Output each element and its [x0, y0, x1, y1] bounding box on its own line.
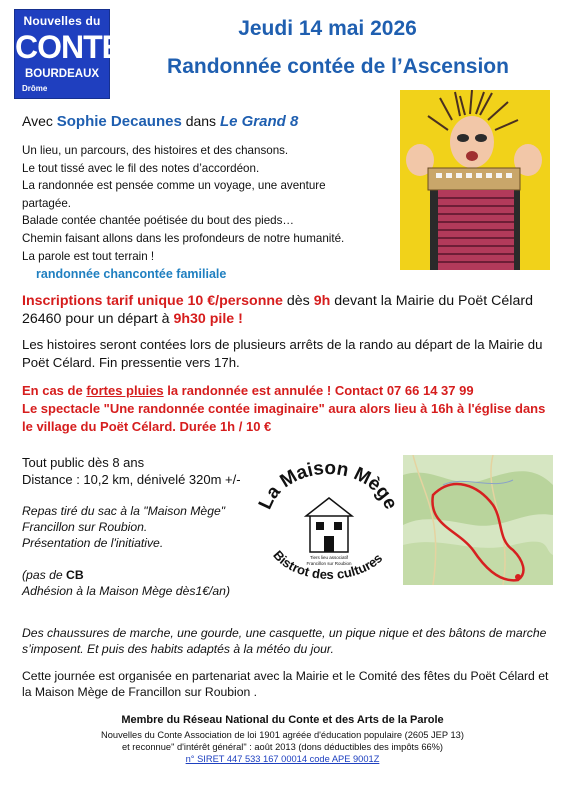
description-line: La randonnée est pensée comme un voyage, une aventure — [22, 179, 326, 193]
logo-line-1: Nouvelles du — [23, 14, 101, 28]
event-date: Jeudi 14 mai 2026 — [238, 17, 417, 40]
meal-info — [22, 503, 225, 551]
rain-text: En cas de — [22, 383, 87, 398]
payment-info — [22, 567, 230, 599]
meal-line: Présentation de l'initiative. — [22, 536, 164, 550]
rain-warning — [22, 382, 552, 436]
registration-info — [22, 292, 542, 328]
maison-small-line-1: Tiers lieu associatif — [309, 555, 349, 560]
partnership-info: Cette journée est organisée en partenariat avec la Mairie et le Comité des fêtes du Poët Célard et la Maison Mège de Francillon sur Roubion . — [22, 669, 549, 699]
rain-text: la randonnée est annulée ! Contact 07 66 14 37 99 — [163, 383, 474, 398]
maison-subtitle: Bistrot des cultures — [270, 547, 386, 582]
membership-info: Adhésion à la Maison Mège dès1€/an) — [22, 584, 230, 598]
gear-info: Des chaussures de marche, une gourde, une casquette, un pique nique et des bâtons de marche s’imposent. Et puis des habits adaptés à la météo du jour. — [22, 626, 547, 656]
description-line: Chemin faisant allons dans les profondeurs de notre humanité. — [22, 231, 345, 245]
description-line: Un lieu, un parcours, des histoires et des chansons. — [22, 144, 289, 157]
maison-title: a Maison Mèg — [261, 462, 395, 504]
logo-line-4: Drôme — [22, 84, 48, 93]
logo-line-3: BOURDEAUX — [24, 68, 100, 80]
description-line: La parole est tout terrain ! — [22, 249, 155, 263]
siret-info: n° SIRET 447 533 167 00014 code APE 9001Z — [185, 754, 380, 764]
association-info: Nouvelles du Conte Association de loi 1901 agréée d'éducation populaire (2605 JEP 13) — [101, 730, 464, 740]
practical-info — [22, 454, 241, 488]
meeting-time: 9h — [313, 293, 331, 309]
author-middle: dans — [181, 113, 220, 129]
route-map — [403, 455, 553, 585]
author-prefix: Avec — [22, 113, 57, 129]
tagline: randonnée chancontée familiale — [36, 267, 227, 281]
event-description — [22, 142, 382, 265]
payment-text: (pas de — [22, 568, 67, 582]
association-recognition: et reconnue" d'intérêt général" : août 2013 (dons déductibles des impôts 66%) — [121, 742, 444, 752]
departure-time: 9h30 pile ! — [173, 311, 243, 327]
price-info: Inscriptions tarif unique 10 €/personne — [22, 293, 283, 309]
rain-emphasis: fortes pluies — [86, 383, 164, 398]
maison-mege-emblem — [258, 462, 398, 592]
footer — [30, 714, 535, 765]
network-membership: Membre du Réseau National du Conte et des Arts de la Parole — [121, 714, 444, 726]
registration-text: devant la Mairie du Poët Célard 26460 pour un départ à — [22, 293, 533, 327]
author-name: Sophie Decaunes — [56, 113, 182, 130]
payment-cb: CB — [66, 568, 84, 582]
description-line: Balade contée chantée poétisée du bout des pieds… — [22, 214, 295, 228]
performer-illustration — [400, 90, 550, 270]
registration-text: dès — [282, 293, 314, 309]
nouvelles-du-conte-logo — [14, 9, 122, 99]
route-map-illustration — [403, 455, 553, 585]
performer-photo — [400, 90, 550, 270]
stops-info: Les histoires seront contées lors de plusieurs arrêts de la rando au départ de la Mairie du Poët Célard. Fin pressentie vers 17h. — [22, 337, 543, 370]
meal-line: Francillon sur Roubion. — [22, 520, 148, 534]
meal-line: Repas tiré du sac à la "Maison Mège" — [22, 504, 226, 518]
event-title: Randonnée contée de l’Ascension — [167, 55, 509, 78]
description-line: Le tout tissé avec le fil des notes d’accordéon. — [22, 161, 260, 175]
author-line — [22, 113, 298, 130]
maison-mege-logo — [258, 462, 398, 592]
audience: Tout public dès 8 ans — [22, 455, 145, 470]
logo-line-2: CONTE — [15, 29, 122, 65]
show-title: Le Grand 8 — [219, 113, 299, 130]
description-line: partagée. — [22, 196, 71, 210]
rain-alternative: Le spectacle "Une randonnée contée imaginaire" aura alors lieu à 16h à l'église dans le village du Poët Célard. Durée 1h / 10 € — [22, 401, 546, 434]
maison-small-line-2: Francillon sur Roubion — [306, 561, 352, 566]
distance: Distance : 10,2 km, dénivelé 320m +/- — [22, 472, 241, 487]
